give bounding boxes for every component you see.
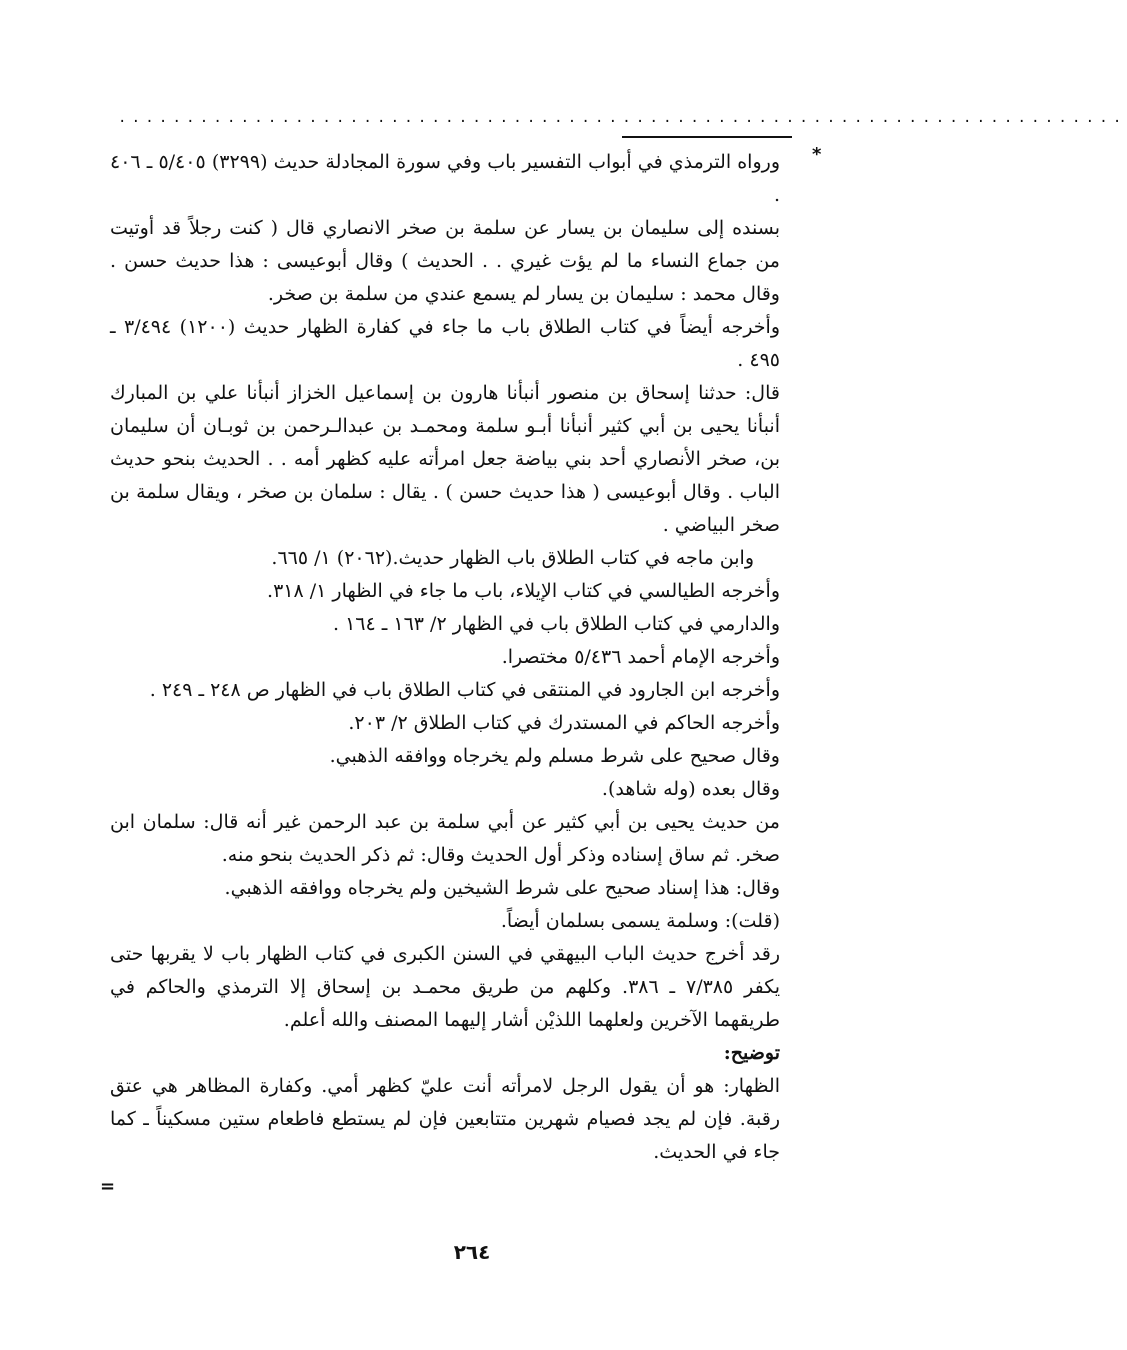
paragraph-tirmidhi: ورواه الترمذي في أبواب التفسير باب وفي سورة المجادلة حديث (٣٢٩٩) ٥/٤٠٥ ـ ٤٠٦ .	[110, 151, 780, 206]
paragraph-tayalisi: وأخرجه الطيالسي في كتاب الإيلاء، باب ما جاء في الظهار ١/ ٣١٨.	[267, 580, 780, 602]
paragraph-darimi: والدارمي في كتاب الطلاق باب في الظهار ٢/ ١٦٣ ـ ١٦٤ .	[333, 613, 780, 635]
paragraph-zihar: الظهار: هو أن يقول الرجل لامرأته أنت عليّ كظهر أمي. وكفارة المظاهر هي عتق رقبة. فإن لم يجد فصيام شهرين متتابعين فإن لم يستطع فاطعام ستين مسكيناً ـ كما جاء في الحديث.	[110, 1075, 780, 1163]
paragraph-talaq: وأخرجه أيضاً في كتاب الطلاق باب ما جاء في كفارة الظهار حديث (١٢٠٠) ٣/٤٩٤ ـ ٤٩٥ .	[110, 316, 781, 371]
paragraph-qal: قال: حدثنا إسحاق بن منصور أنبأنا هارون بن إسماعيل الخزاز أنبأنا علي بن المبارك أنبأنا يحيى بن أبي كثير أنبأنا أبـو سلمة ومحمـد بن عبدالـرحمن بن ثوبـان أن سليمان بن، صخر الأنصاري أحد بني بياضة جعل امرأته عليه كظهر أمه . . الحديث بنحو حديث الباب . وقال أبوعيسى ( هذا حديث حسن ) . يقال : سلمان بن صخر ، ويقال سلمة بن صخر البياضي .	[110, 382, 780, 536]
footnote-marker-top: *	[812, 144, 822, 165]
paragraph-shahid: وقال بعده (وله شاهد).	[601, 778, 780, 800]
paragraph-qultu: (قلت): وسلمة يسمى بسلمان أيضاً.	[500, 910, 780, 932]
paragraph-isnad-sahih: وقال: هذا إسناد صحيح على شرط الشيخين ولم يخرجاه ووافقه الذهبي.	[224, 877, 780, 899]
paragraph-ibn-jarud: وأخرجه ابن الجارود في المنتقى في كتاب الطلاق باب في الظهار ص ٢٤٨ ـ ٢٤٩ .	[149, 679, 780, 701]
paragraph-yahya: من حديث يحيى بن أبي كثير عن أبي سلمة بن عبد الرحمن غير أنه قال: سلمان ابن صخر. ثم ساق إسناده وذكر أول الحديث وقال: ثم ذكر الحديث بنحو منه.	[110, 811, 780, 866]
paragraph-bayhaqi: رقد أخرج حديث الباب البيهقي في السنن الكبرى في كتاب الظهار باب لا يقربها حتى يكفر ٧/٣٨٥ ـ ٣٨٦. وكلهم من طريق محمـد بن إسحاق إلا الترمذي والحاكم في طريقهما الآخرين ولعلهما اللذيْن أشار إليهما المصنف والله أعلم.	[110, 943, 780, 1031]
paragraph-ahmad: وأخرجه الإمام أحمد ٥/٤٣٦ مختصرا.	[501, 646, 780, 668]
heading-tawdih: توضيح:	[723, 1042, 780, 1064]
paragraph-isnad: بسنده إلى سليمان بن يسار عن سلمة بن صخر الانصاري قال ( كنت رجلاً قد أوتيت من جماع النساء ما لم يؤت غيري . . الحديث ) وقال أبوعيسى : هذا حديث حسن . وقال محمد : سليمان بن يسار لم يسمع عندي من سلمة بن صخر.	[110, 217, 780, 305]
paragraph-ibn-majah: وابن ماجه في كتاب الطلاق باب الظهار حديث.(٢٠٦٢) ١/ ٦٦٥.	[271, 547, 754, 569]
dotted-separator: ..........................................................................	[118, 110, 1127, 126]
page-number: ٢٦٤	[453, 1240, 491, 1264]
paragraph-sahih: وقال صحيح على شرط مسلم ولم يخرجاه ووافقه الذهبي.	[329, 745, 780, 767]
footnote-marker-bottom: =	[100, 1176, 116, 1197]
paragraph-hakim: وأخرجه الحاكم في المستدرك في كتاب الطلاق ٢/ ٢٠٣.	[348, 712, 780, 734]
footnote-rule	[622, 136, 792, 138]
footnote-body	[110, 146, 780, 1169]
